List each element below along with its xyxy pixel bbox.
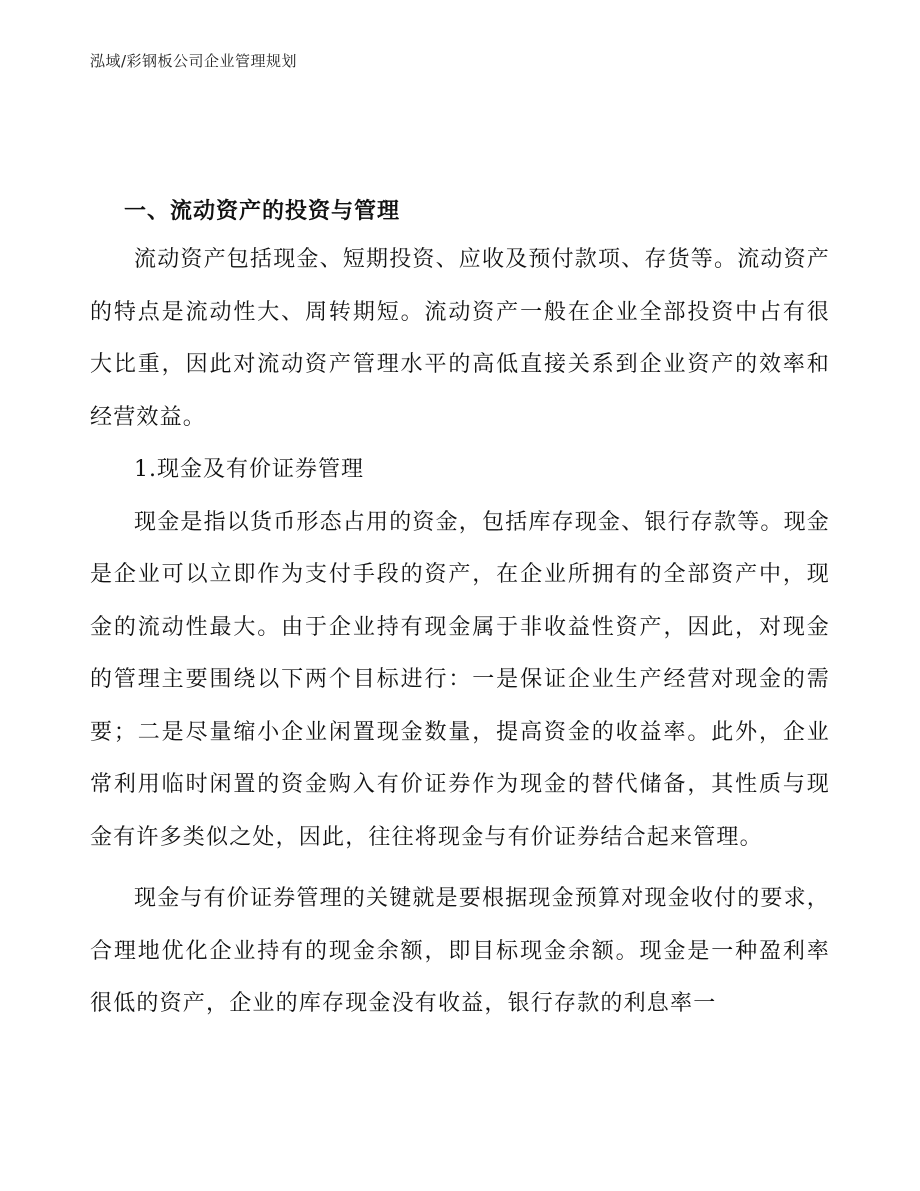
header-divider [90, 80, 830, 81]
document-body [90, 190, 830, 1031]
running-header-title: 泓域/彩钢板公司企业管理规划 [90, 52, 298, 70]
section-heading: 一、流动资产的投资与管理 [124, 199, 401, 224]
cash-definition-paragraph: 现金是指以货币形态占用的资金，包括库存现金、银行存款等。现金是企业可以立即作为支付手段的资产，在企业所拥有的全部资产中，现金的流动性最大。由于企业持有现金属于非收益性资产，因此，对现金的管理主要围绕以下两个目标进行：一是保证企业生产经营对现金的需要；二是尽量缩小企业闲置现金数量，提高资金的收益率。此外，企业常利用临时闲置的资金购入有价证券作为现金的替代储备，其性质与现金有许多类似之处，因此，往往将现金与有价证券结合起来管理。 [90, 509, 831, 850]
intro-paragraph: 流动资产包括现金、短期投资、应收及预付款项、存货等。流动资产的特点是流动性大、周转期短。流动资产一般在企业全部投资中占有很大比重，因此对流动资产管理水平的高低直接关系到企业资产的效率和经营效益。 [90, 247, 831, 430]
paragraph-spacer [90, 864, 830, 873]
subsection-heading: 1.现金及有价证券管理 [134, 457, 364, 482]
cash-management-paragraph: 现金与有价证券管理的关键就是要根据现金预算对现金收付的要求，合理地优化企业持有的现金余额，即目标现金余额。现金是一种盈利率很低的资产，企业的库存现金没有收益，银行存款的利息率一 [90, 886, 831, 1016]
